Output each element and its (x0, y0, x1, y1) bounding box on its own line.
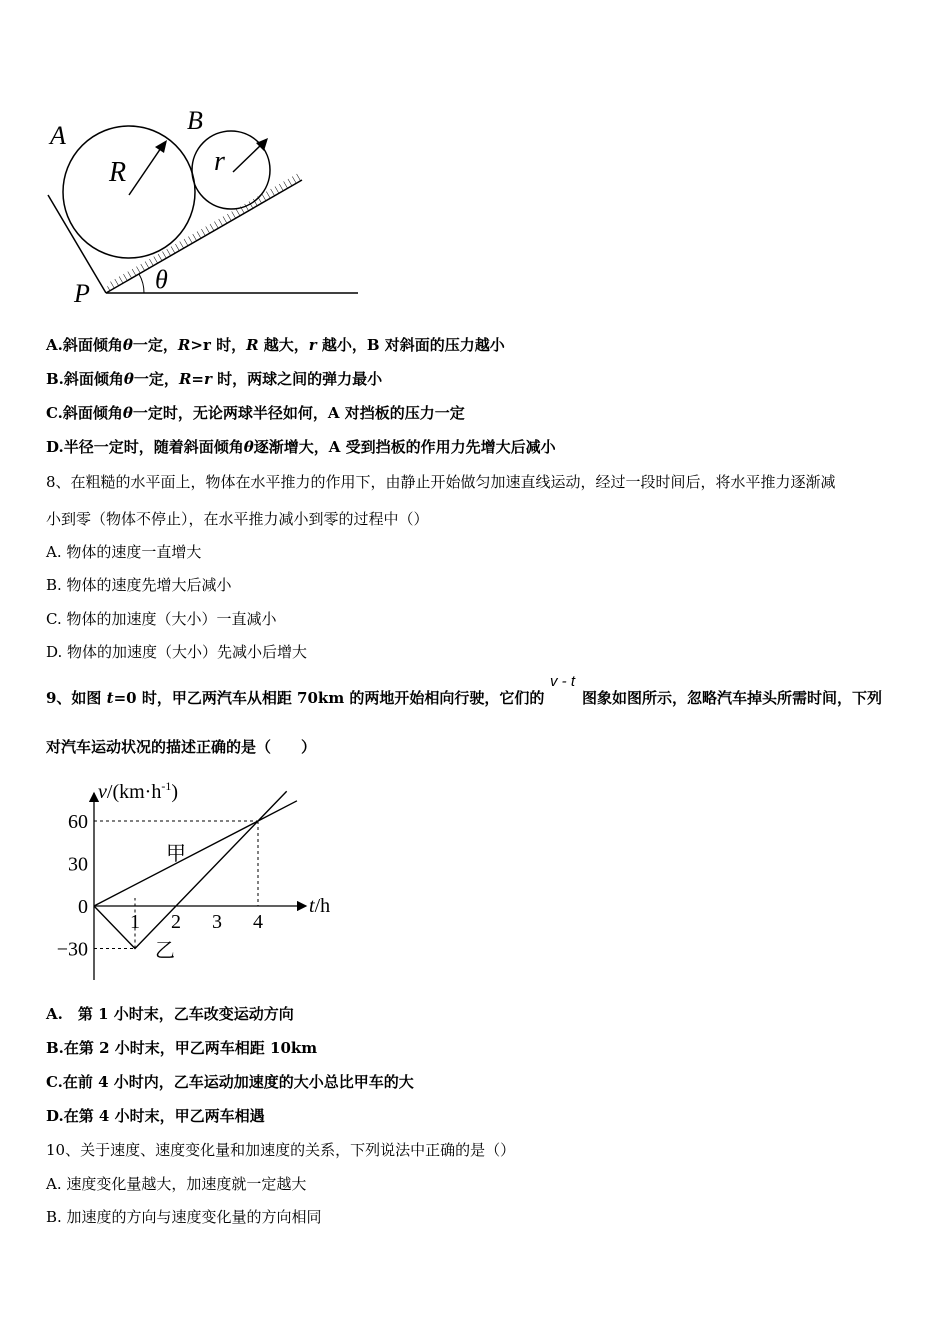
vt-chart (40, 775, 350, 985)
q7-option-b: B.斜面倾角θ一定，R=r 时，两球之间的弹力最小 (46, 370, 383, 388)
x-tick-label: 4 (253, 911, 263, 933)
q7-option-d: D.半径一定时，随着斜面倾角θ逐渐增大，A 受到挡板的作用力先增大后减小 (46, 438, 556, 456)
y-axis-label: $v/(km\cdot h^{-1})$ (98, 779, 178, 803)
radius-r-arrow (233, 138, 268, 172)
q9-option-c: C.在前 4 小时内，乙车运动加速度的大小总比甲车的大 (46, 1073, 414, 1091)
q9-option-d: D.在第 4 小时末，甲乙两车相遇 (46, 1107, 265, 1125)
q8-option-c: C. 物体的加速度（大小）一直减小 (46, 610, 277, 628)
q10-option-b: B. 加速度的方向与速度变化量的方向相同 (46, 1208, 322, 1226)
q8-stem-line1: 8、在粗糙的水平面上，物体在水平推力的作用下，由静止开始做匀加速直线运动，经过一段时间后，将水平推力逐渐减 (46, 473, 836, 491)
incline-spheres-figure (40, 100, 370, 315)
q8-option-a: A. 物体的速度一直增大 (46, 543, 202, 561)
radius-R-arrow (129, 140, 167, 195)
label-B: B (187, 106, 203, 135)
series-label-yi: 乙 (155, 940, 175, 962)
q8-option-b: B. 物体的速度先增大后减小 (46, 576, 232, 594)
label-theta: θ (155, 265, 168, 294)
y-tick-label: 30 (68, 853, 88, 876)
q9-stem-line1-end: 图象如图所示，忽略汽车掉头所需时间，下列 (582, 689, 883, 707)
q9-stem-line1: 9、如图 t=0 时，甲乙两汽车从相距 70km 的两地开始相向行驶，它们的 (46, 689, 545, 707)
q9-stem-line2: 对汽车运动状况的描述正确的是（ ） (46, 738, 317, 756)
q10-stem: 10、关于速度、速度变化量和加速度的关系，下列说法中正确的是（） (46, 1141, 516, 1159)
q9-option-b: B.在第 2 小时末，甲乙两车相距 10km (46, 1039, 318, 1057)
x-tick-label: 2 (171, 911, 181, 933)
q8-stem-line2: 小到零（物体不停止），在水平推力减小到零的过程中（） (46, 510, 429, 528)
series-line-jia (94, 801, 297, 906)
q7-option-c: C.斜面倾角θ一定时，无论两球半径如何，A 对挡板的压力一定 (46, 404, 465, 422)
y-tick-label: 0 (78, 896, 88, 918)
q10-option-a: A. 速度变化量越大，加速度就一定越大 (46, 1175, 307, 1193)
angle-arc (139, 274, 144, 293)
series-label-jia: 甲 (166, 843, 186, 865)
ball-A (63, 126, 195, 258)
q9-vt-symbol: v - t (550, 673, 575, 690)
label-r: r (214, 146, 225, 177)
y-tick-label: 60 (68, 810, 88, 833)
q8-option-d: D. 物体的加速度（大小）先减小后增大 (46, 643, 308, 661)
x-tick-label: 3 (212, 911, 222, 933)
x-axis-label: t/h (309, 895, 331, 917)
label-R: R (109, 157, 127, 188)
y-tick-label: −30 (56, 938, 88, 961)
label-P: P (74, 279, 90, 308)
label-A: A (50, 121, 66, 150)
q7-option-a: A.斜面倾角θ一定，R>r 时，R 越大，r 越小，B 对斜面的压力越小 (46, 336, 505, 354)
q9-option-a: A. 第 1 小时末，乙车改变运动方向 (46, 1005, 294, 1023)
incline-surface (106, 172, 302, 293)
x-tick-label: 1 (130, 911, 140, 933)
